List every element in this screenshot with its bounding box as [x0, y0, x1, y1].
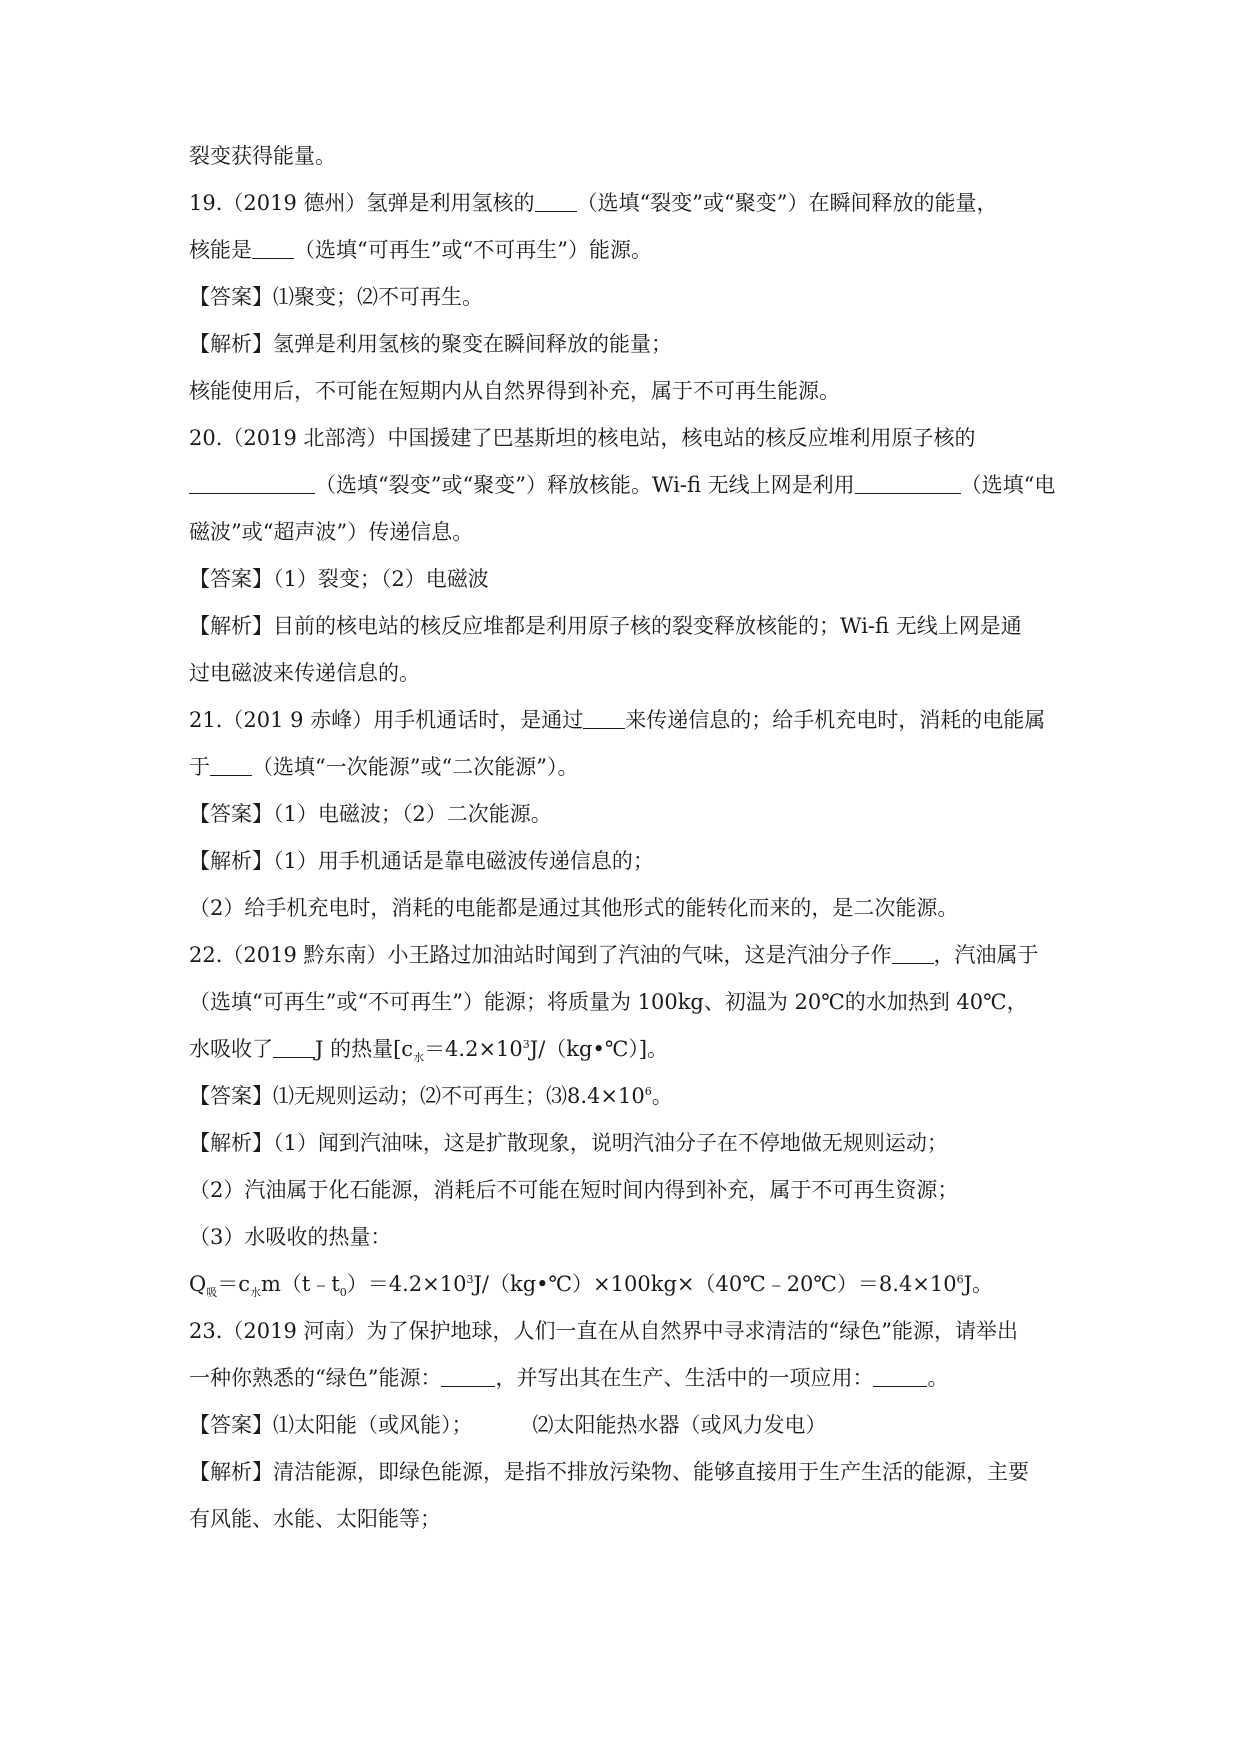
question-20-line-2: （选填“裂变”或“聚变”）释放核能。Wi-fi 无线上网是利用 （选填“电: [189, 470, 1055, 500]
question-20-line-3: 磁波”或“超声波”）传递信息。: [189, 520, 474, 544]
answer-19: 【答案】⑴聚变；⑵不可再生。: [189, 285, 483, 309]
analysis-19-cont: 核能使用后，不可能在短期内从自然界得到补充，属于不可再生能源。: [189, 379, 840, 403]
question-19-line-2: 核能是 （选填“可再生”或“不可再生”）能源。: [189, 238, 652, 262]
question-23-line-2: 一种你熟悉的“绿色”能源： ，并写出其在生产、生活中的一项应用： 。: [189, 1366, 949, 1390]
analysis-22-cont: （2）汽油属于化石能源，消耗后不可能在短时间内得到补充，属于不可再生资源；: [189, 1178, 959, 1202]
answer-blank: [441, 1366, 495, 1387]
answer-21: 【答案】（1）电磁波；（2）二次能源。: [189, 802, 552, 826]
question-21-line-1: 21.（201 9 赤峰）用手机通话时，是通过 来传递信息的；给手机充电时，消耗的电能属: [189, 708, 1046, 732]
answer-blank: [535, 191, 577, 212]
answer-blank: [273, 1037, 315, 1058]
answer-blank: [210, 755, 252, 776]
answer-blank: [252, 238, 294, 259]
text-line: 裂变获得能量。: [189, 144, 336, 168]
question-22-line-3: 水吸收了 J 的热量$[c_水=4.2\times 10^3J/(kg•℃)]$。: [189, 1037, 669, 1065]
answer-blank: [583, 708, 625, 729]
question-21-line-2: 于 （选填“一次能源”或“二次能源”）。: [189, 755, 579, 779]
answer-blank: [189, 473, 315, 494]
question-22-line-2: （选填“可再生”或“不可再生”）能源；将质量为 100kg、初温为 20℃的水加热到 40℃，: [189, 990, 1028, 1014]
answer-20: 【答案】（1）裂变；（2）电磁波: [189, 567, 489, 591]
answer-blank: [873, 1366, 927, 1387]
analysis-22-cont: （3）水吸收的热量：: [189, 1225, 392, 1249]
question-20-line-1: 20.（2019 北部湾）中国援建了巴基斯坦的核电站，核电站的核反应堆利用原子核的: [189, 426, 976, 450]
formula-line: $Q_吸=c_水m(t﹣t_0)=4.2\times 10^3J/(kg•℃)\times 100kg\times(40℃﹣20℃)=8.4\times 10^6J$。: [189, 1272, 994, 1300]
answer-blank: [892, 943, 934, 964]
answer-22: 【答案】⑴无规则运动；⑵不可再生；$⑶8.4\times 10^6$。: [189, 1084, 673, 1108]
analysis-21: 【解析】（1）用手机通话是靠电磁波传递信息的；: [189, 849, 654, 873]
answer-23: 【答案】⑴太阳能（或风能）； ⑵太阳能热水器（或风力发电）: [189, 1413, 827, 1437]
answer-blank: [855, 473, 961, 494]
analysis-23: 【解析】清洁能源，即绿色能源，是指不排放污染物、能够直接用于生产生活的能源，主要: [189, 1460, 1029, 1484]
analysis-20-cont: 过电磁波来传递信息的。: [189, 661, 420, 685]
analysis-20: 【解析】目前的核电站的核反应堆都是利用原子核的裂变释放核能的；Wi-fi 无线上网是通: [189, 614, 1022, 638]
analysis-21-cont: （2）给手机充电时，消耗的电能都是通过其他形式的能转化而来的，是二次能源。: [189, 896, 959, 920]
analysis-22: 【解析】（1）闻到汽油味，这是扩散现象，说明汽油分子在不停地做无规则运动；: [189, 1131, 948, 1155]
analysis-19: 【解析】氢弹是利用氢核的聚变在瞬间释放的能量；: [189, 332, 672, 356]
question-19-line-1: 19.（2019 德州）氢弹是利用氢核的 （选填“裂变”或“聚变”）在瞬间释放的能量，: [189, 191, 998, 215]
analysis-23-cont: 有风能、水能、太阳能等；: [189, 1507, 441, 1531]
question-22-line-1: 22.（2019 黔东南）小王路过加油站时闻到了汽油的气味，这是汽油分子作 ，汽油属于: [189, 943, 1039, 967]
question-23-line-1: 23.（2019 河南）为了保护地球，人们一直在从自然界中寻求清洁的“绿色”能源，请举出: [189, 1319, 1018, 1343]
